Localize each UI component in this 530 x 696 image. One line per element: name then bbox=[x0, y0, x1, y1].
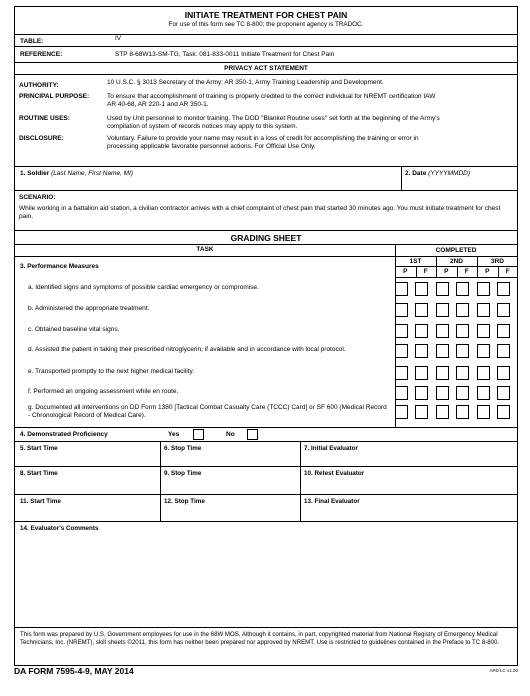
grade-checkbox[interactable] bbox=[477, 386, 490, 400]
soldier-date-row bbox=[15, 167, 517, 191]
grade-checkbox[interactable] bbox=[436, 386, 449, 400]
notice-section bbox=[15, 628, 517, 646]
grade-checkbox[interactable] bbox=[395, 344, 408, 358]
measure-text: c. Obtained baseline vital signs. bbox=[28, 326, 120, 333]
title-section bbox=[15, 7, 517, 35]
grade-checkbox[interactable] bbox=[415, 282, 428, 296]
grade-checkbox[interactable] bbox=[497, 303, 510, 317]
grade-checkbox[interactable] bbox=[477, 303, 490, 317]
form-subtitle: For use of this form see TC 8-800; the proponent agency is TRADOC. bbox=[168, 20, 364, 28]
measure-row bbox=[15, 363, 517, 383]
form-id: DA FORM 7595-4-9, MAY 2014 bbox=[14, 666, 134, 676]
date-hint: (YYYYMMDD) bbox=[428, 170, 471, 177]
stop-time-2[interactable]: 9. Stop Time bbox=[164, 470, 202, 477]
grade-checkbox[interactable] bbox=[415, 344, 428, 358]
scenario-text: While working in a battalion aid station, a civilian contractor arrives with a chief complaint of chest pain that started 30 minutes ago. You must initiate treatment for chest pain. bbox=[19, 205, 501, 221]
table-value[interactable]: IV bbox=[115, 35, 122, 42]
attempt-header-2: 2ND bbox=[449, 258, 463, 265]
grade-checkbox[interactable] bbox=[436, 303, 449, 317]
pf-header-1: P bbox=[403, 268, 408, 275]
time-row-1 bbox=[15, 442, 517, 467]
notice-text: This form was prepared by U.S. Government employees for use in the 68W MOS. Although it contains, in part, copyrighted material from National Registry of Emergency Medical Technicians, Inc. (NREMT), skill sheets ©2011, this form has neither been prepared nor approved by NREMT. Use is restricted to guidelines contained in the Preface to TC 8-800. bbox=[20, 631, 500, 646]
grade-checkbox[interactable] bbox=[477, 344, 490, 358]
grade-checkbox[interactable] bbox=[456, 303, 469, 317]
stop-time-3[interactable]: 12. Stop Time bbox=[164, 498, 205, 505]
stop-time-1[interactable]: 6. Stop Time bbox=[164, 445, 202, 452]
routine-uses-text: Used by Unit personnel to monitor training. The DOD "Blanket Routine uses" set forth at the beginning of the Army's compilation of system of records notices may apply to this system. bbox=[107, 115, 440, 131]
time-row-2 bbox=[15, 467, 517, 495]
yes-label: Yes bbox=[168, 431, 180, 438]
initial-evaluator[interactable]: 7. Initial Evaluator bbox=[304, 445, 358, 452]
pf-header-4: F bbox=[464, 268, 469, 275]
grade-checkbox[interactable] bbox=[395, 282, 408, 296]
grade-checkbox[interactable] bbox=[395, 405, 408, 419]
measure-row bbox=[15, 279, 517, 300]
disclosure-label: DISCLOSURE: bbox=[19, 135, 64, 142]
grade-checkbox[interactable] bbox=[477, 324, 490, 338]
proficiency-label: 4. Demonstrated Proficiency bbox=[20, 431, 108, 438]
grade-checkbox[interactable] bbox=[497, 344, 510, 358]
measure-row bbox=[15, 341, 517, 363]
disclosure-text: Voluntary. Failure to provide your name may result in a loss of credit for accomplishing the training or error in processing applicable favorable personnel actions. For Official Use Only. bbox=[107, 135, 419, 151]
grade-checkbox[interactable] bbox=[456, 386, 469, 400]
form-title: INITIATE TREATMENT FOR CHEST PAIN bbox=[184, 10, 348, 20]
grade-checkbox[interactable] bbox=[497, 366, 510, 380]
authority-text: 10 U.S.C. § 3013 Secretary of the Army; AR 350-1, Army Training Leadership and Development. bbox=[107, 79, 384, 86]
grade-checkbox[interactable] bbox=[395, 303, 408, 317]
grade-checkbox[interactable] bbox=[456, 366, 469, 380]
no-checkbox[interactable] bbox=[247, 429, 258, 440]
pf-header-6: F bbox=[505, 268, 510, 275]
form-version: APD LC v1.00 bbox=[489, 668, 518, 673]
scenario-label: SCENARIO: bbox=[19, 194, 56, 201]
purpose-label: PRINCIPAL PURPOSE: bbox=[19, 93, 90, 100]
measure-row bbox=[15, 300, 517, 321]
proficiency-row bbox=[15, 428, 517, 442]
routine-uses-label: ROUTINE USES: bbox=[19, 115, 70, 122]
grade-checkbox[interactable] bbox=[415, 405, 428, 419]
pf-header-5: P bbox=[485, 268, 490, 275]
start-time-2[interactable]: 8. Start Time bbox=[20, 470, 58, 477]
measure-row bbox=[15, 321, 517, 341]
measure-text: b. Administered the appropriate treatment. bbox=[28, 305, 150, 312]
form-page bbox=[14, 6, 518, 666]
grade-checkbox[interactable] bbox=[477, 366, 490, 380]
grade-checkbox[interactable] bbox=[456, 405, 469, 419]
pf-header-2: F bbox=[423, 268, 428, 275]
measure-text: f. Performed an ongoing assessment while en route. bbox=[28, 388, 179, 395]
measure-row bbox=[15, 402, 517, 426]
start-time-1[interactable]: 5. Start Time bbox=[20, 445, 58, 452]
pf-header-3: P bbox=[444, 268, 449, 275]
performance-measures-label: 3. Performance Measures bbox=[20, 263, 99, 270]
measure-text: e. Transported promptly to the next higher medical facility. bbox=[28, 368, 195, 375]
soldier-field[interactable] bbox=[20, 170, 133, 178]
comments-label: 14. Evaluator's Comments bbox=[20, 525, 99, 532]
grade-checkbox[interactable] bbox=[477, 282, 490, 296]
attempt-header-1: 1ST bbox=[409, 258, 422, 265]
grade-checkbox[interactable] bbox=[456, 324, 469, 338]
privacy-header: PRIVACY ACT STATEMENT bbox=[15, 63, 517, 75]
grade-checkbox[interactable] bbox=[436, 282, 449, 296]
task-header: TASK bbox=[196, 246, 214, 253]
authority-label: AUTHORITY: bbox=[19, 82, 59, 89]
grade-checkbox[interactable] bbox=[497, 386, 510, 400]
purpose-text: To ensure that accomplishment of training is properly credited to the correct individual for NREMT certification IAW AR 40-68, AR 220-1 and AR 350-1. bbox=[107, 93, 436, 109]
measure-text: d. Assisted the patient in taking their prescribed nitroglycerin, if available and in accordance with local protocol. bbox=[28, 346, 346, 353]
privacy-act-section bbox=[15, 63, 517, 167]
yes-checkbox[interactable] bbox=[193, 429, 204, 440]
reference-label: REFERENCE: bbox=[20, 51, 63, 58]
grade-checkbox[interactable] bbox=[456, 282, 469, 296]
grading-header: GRADING SHEET bbox=[15, 231, 517, 245]
grade-checkbox[interactable] bbox=[477, 405, 490, 419]
grade-checkbox[interactable] bbox=[415, 303, 428, 317]
comments-section[interactable] bbox=[15, 522, 517, 628]
grading-sheet bbox=[15, 231, 517, 428]
reference-row bbox=[15, 47, 517, 63]
final-evaluator[interactable]: 13. Final Evaluator bbox=[304, 498, 360, 505]
table-row bbox=[15, 35, 517, 47]
soldier-hint: (Last Name, First Name, MI) bbox=[51, 170, 134, 177]
date-field[interactable] bbox=[405, 170, 470, 178]
measure-row bbox=[15, 383, 517, 402]
time-row-3 bbox=[15, 495, 517, 522]
grade-checkbox[interactable] bbox=[497, 324, 510, 338]
scenario-section bbox=[15, 191, 517, 231]
grade-checkbox[interactable] bbox=[497, 405, 510, 419]
retest-evaluator[interactable]: 10. Retest Evaluator bbox=[304, 470, 365, 477]
grade-checkbox[interactable] bbox=[395, 366, 408, 380]
grade-checkbox[interactable] bbox=[436, 366, 449, 380]
reference-value: STP 8-68W13-SM-TG, Task: 081-833-0011 Initiate Treatment for Chest Pain bbox=[115, 51, 335, 58]
measure-text: a. Identified signs and symptoms of possible cardiac emergency or compromise. bbox=[28, 284, 259, 291]
grade-checkbox[interactable] bbox=[415, 386, 428, 400]
start-time-3[interactable]: 11. Start Time bbox=[20, 498, 61, 505]
grade-checkbox[interactable] bbox=[436, 344, 449, 358]
attempt-header-3: 3RD bbox=[490, 258, 504, 265]
soldier-label: 1. Soldier bbox=[20, 170, 50, 177]
measure-text: g. Documented all interventions on DD Form 1380 [Tactical Combat Casualty Care (TCCC) Card] or SF 600 (Medical Record - Chronological Record of Medical Care). bbox=[28, 404, 387, 420]
grade-checkbox[interactable] bbox=[415, 366, 428, 380]
table-label: TABLE: bbox=[20, 38, 44, 45]
grade-checkbox[interactable] bbox=[456, 344, 469, 358]
no-label: No bbox=[226, 431, 235, 438]
grade-checkbox[interactable] bbox=[415, 324, 428, 338]
grade-checkbox[interactable] bbox=[395, 386, 408, 400]
grade-checkbox[interactable] bbox=[497, 282, 510, 296]
completed-header: COMPLETED bbox=[435, 247, 477, 254]
date-label: 2. Date bbox=[405, 170, 427, 177]
grade-checkbox[interactable] bbox=[436, 405, 449, 419]
grade-checkbox[interactable] bbox=[436, 324, 449, 338]
grade-checkbox[interactable] bbox=[395, 324, 408, 338]
